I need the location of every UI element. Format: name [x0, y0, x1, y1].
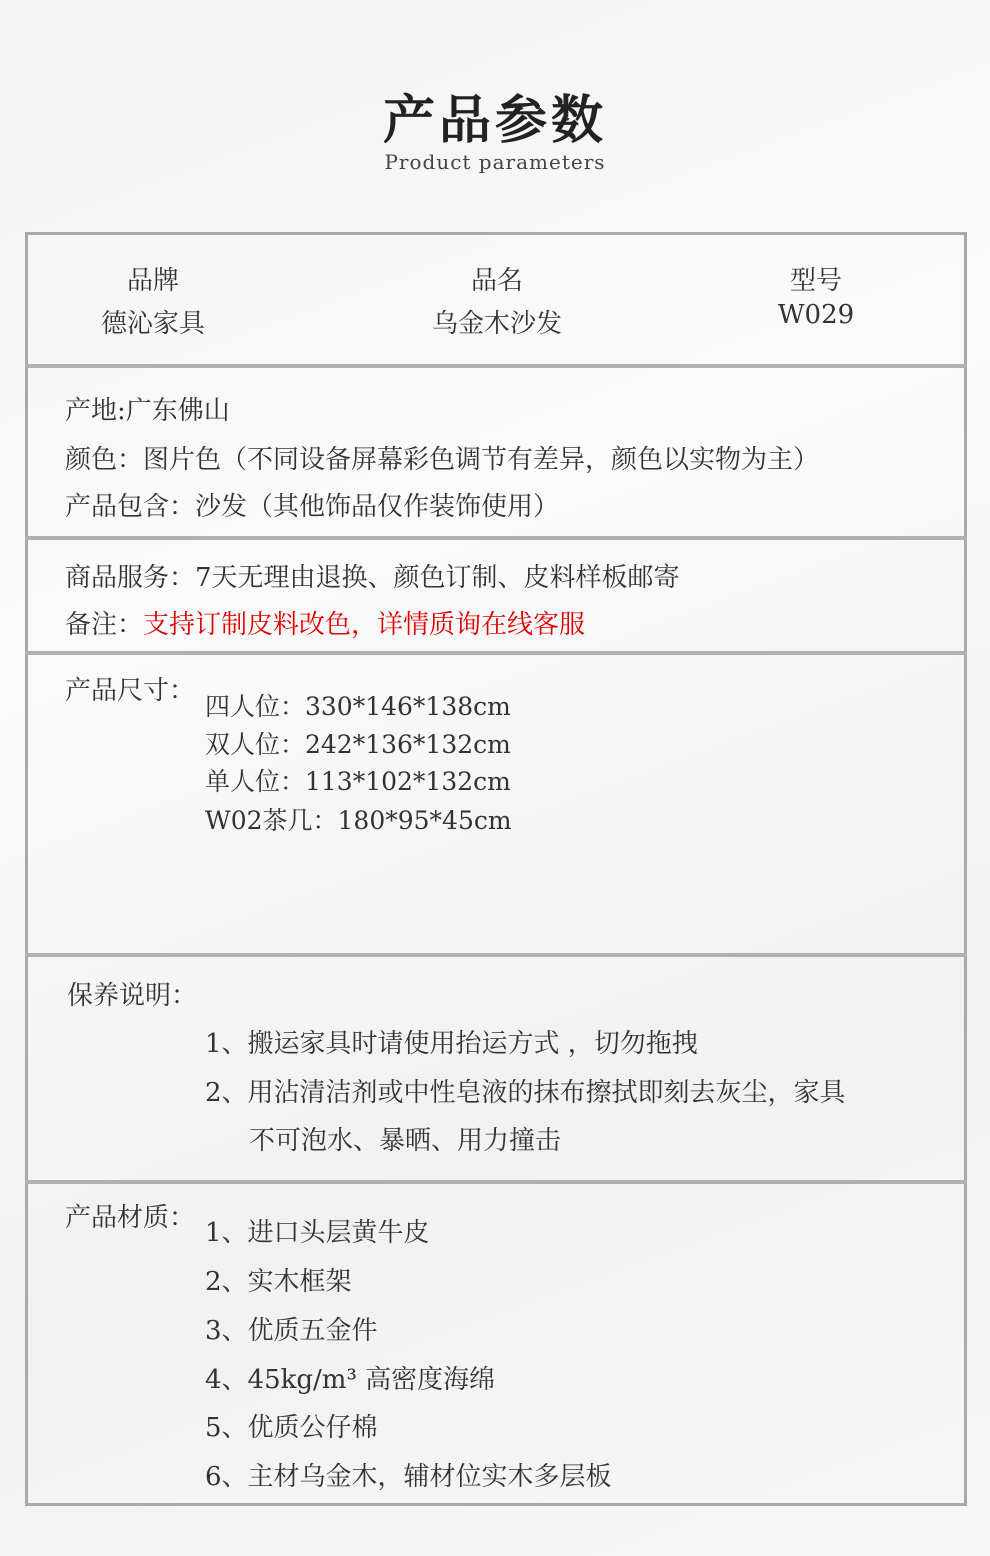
- product-name-value: 乌金木沙发: [431, 309, 562, 339]
- material-item: 4、45kg/m³ 高密度海绵: [205, 1365, 496, 1395]
- size-label: 产品尺寸：: [65, 676, 196, 706]
- page-title: 产品参数: [382, 91, 607, 151]
- origin-text: 产地:广东佛山: [65, 396, 230, 426]
- divider: [25, 364, 967, 368]
- package-text: 产品包含：沙发（其他饰品仅作装饰使用）: [65, 492, 560, 522]
- divider: [25, 651, 967, 655]
- care-item: 1、搬运家具时请使用抬运方式 ，切勿拖拽: [205, 1029, 698, 1059]
- color-text: 颜色：图片色（不同设备屏幕彩色调节有差异，颜色以实物为主）: [65, 445, 820, 475]
- size-item: 双人位：242*136*132cm: [205, 730, 511, 759]
- service-text: 商品服务：7天无理由退换、颜色订制、皮料样板邮寄: [65, 563, 680, 593]
- brand-value: 德沁家具: [100, 309, 205, 339]
- note-label: 备注：: [65, 610, 144, 640]
- note-line: [65, 604, 585, 641]
- size-item: W02茶几：180*95*45cm: [205, 806, 512, 835]
- note-text: 支持订制皮料改色，详情质询在线客服: [143, 610, 586, 640]
- material-item: 2、实木框架: [205, 1267, 352, 1297]
- page-subtitle: Product parameters: [384, 150, 606, 174]
- material-item: 5、优质公仔棉: [205, 1413, 378, 1443]
- material-item: 3、优质五金件: [205, 1316, 378, 1346]
- care-item: 不可泡水、暴晒、用力撞击: [249, 1126, 562, 1156]
- divider: [25, 953, 967, 957]
- care-item: 2、用沾清洁剂或中性皂液的抹布擦拭即刻去灰尘，家具: [205, 1078, 846, 1108]
- material-item: 6、主材乌金木，辅材位实木多层板: [205, 1462, 612, 1492]
- product-name-label: 品名: [470, 266, 523, 296]
- size-item: 单人位：113*102*132cm: [205, 767, 511, 796]
- model-value: W029: [777, 300, 855, 330]
- care-label: 保养说明：: [67, 981, 198, 1011]
- size-item: 四人位：330*146*138cm: [205, 692, 511, 721]
- divider: [25, 536, 967, 540]
- material-label: 产品材质：: [65, 1203, 196, 1233]
- divider: [25, 1180, 967, 1184]
- brand-label: 品牌: [126, 266, 179, 296]
- model-label: 型号: [789, 266, 842, 296]
- material-item: 1、进口头层黄牛皮: [205, 1218, 430, 1248]
